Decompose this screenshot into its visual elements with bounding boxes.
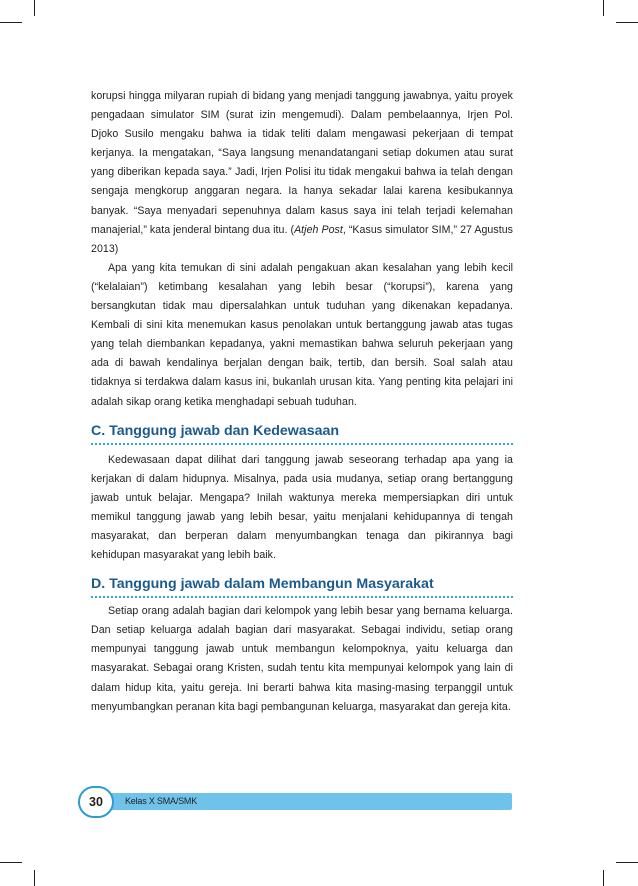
section-c-heading: C. Tanggung jawab dan Kedewasaan bbox=[91, 421, 513, 445]
page-number-badge bbox=[78, 786, 114, 818]
page-content bbox=[91, 87, 513, 717]
citation-source: Atjeh Post bbox=[294, 223, 343, 236]
crop-mark-bottom-left-v bbox=[34, 870, 35, 886]
citation-detail: , “Kasus simulator SIM,” 27 Agustus 2013) bbox=[91, 223, 513, 255]
section-c-paragraph: Kedewasaan dapat dilihat dari tanggung jawab seseorang terhadap apa yang ia kerjakan di dalam hidupnya. Misalnya, pada usia mudanya, setiap orang bertanggung jawab untuk belajar. Mengapa? Inilah waktunya mereka mempersiapkan diri untuk memikul tanggung jawab yang lebih besar, yaitu menjalani kehidupannya di tengah masyarakat, dan berperan dalam menyumbangkan tenaga dan pikirannya bagi kehidupan masyarakat yang lebih baik. bbox=[91, 453, 513, 562]
crop-mark-bottom-left-h bbox=[0, 862, 22, 863]
crop-mark-top-left-v bbox=[34, 0, 35, 16]
crop-mark-bottom-right-h bbox=[616, 862, 638, 863]
crop-mark-top-right-h bbox=[616, 22, 638, 23]
paragraph-continuation bbox=[91, 87, 513, 259]
crop-mark-bottom-right-v bbox=[603, 870, 604, 886]
crop-mark-top-left-h bbox=[0, 22, 22, 23]
paragraph-analysis: Apa yang kita temukan di sini adalah pengakuan akan kesalahan yang lebih kecil (“kelalaian”) ketimbang kesalahan yang lebih besar (“korupsi”), karena yang bersangkutan tidak mau dipersalahkan untuk tuduhan yang dikenakan kepadanya. Kembali di sini kita menemukan kasus penolakan untuk bertanggung jawab atas tugas yang telah diembankan kepadanya, yakni memastikan bahwa seluruh pekerjaan yang ada di bawah kendalinya berjalan dengan baik, tertib, dan bersih. Soal salah atau tidaknya si terdakwa dalam kasus ini, bukanlah urusan kita. Yang penting kita pelajari ini adalah sikap orang ketika menghadapi sebuah tuduhan. bbox=[91, 261, 513, 408]
section-d-heading: D. Tanggung jawab dalam Membangun Masyarakat bbox=[91, 574, 513, 598]
section-d-paragraph: Setiap orang adalah bagian dari kelompok yang lebih besar yang bernama keluarga. Dan setiap keluarga adalah bagian dari masyarakat. Sebagai individu, setiap orang mempunyai tanggung jawab untuk membangun kelompoknya, yaitu keluarga dan masyarakat. Sebagai orang Kristen, sudah tentu kita mempunyai kelompok yang lain di dalam hidup kita, yaitu gereja. Ini berarti bahwa kita masing-masing terpanggil untuk menyumbangkan peranan kita bagi pembangunan keluarga, masyarakat dan gereja kita. bbox=[91, 605, 513, 713]
footer-book-label: Kelas X SMA/SMK bbox=[125, 796, 198, 806]
crop-mark-top-right-v bbox=[603, 0, 604, 16]
paragraph-text: korupsi hingga milyaran rupiah di bidang yang menjadi tanggung jawabnya, yaitu proyek pengadaan simulator SIM (surat izin mengemudi). Dalam pembelaannya, Irjen Pol. Djoko Susilo mengaku bahwa ia tidak teliti dalam mengawasi pekerjaan di tempat kerjanya. Ia mengatakan, “Saya langsung menandatangani setiap dokumen atau surat yang diberikan kepada saya.” Jadi, Irjen Polisi itu tidak mengakui bahwa ia telah dengan sengaja mengkorup anggaran negara. Ia hanya sekadar lalai karena kesibukannya banyak. “Saya menyadari sepenuhnya dalam kasus saya ini telah terjadi kelemahan manajerial,” kata jenderal bintang dua itu. ( bbox=[91, 90, 513, 236]
page-number: 30 bbox=[89, 795, 103, 809]
